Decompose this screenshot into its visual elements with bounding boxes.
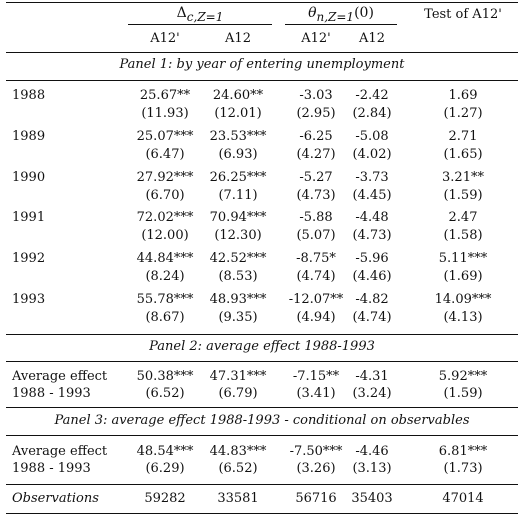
top-rule [6, 2, 518, 3]
observations-cell: 33581 [217, 491, 259, 506]
std-error-cell: (12.00) [141, 228, 189, 243]
std-error-cell: (8.67) [145, 310, 185, 325]
header-theta-symbol: θ [308, 5, 317, 21]
header-delta [128, 5, 272, 25]
std-error-cell: (1.59) [443, 188, 483, 203]
panel3-label: Average effect [12, 444, 108, 459]
std-error-cell: (12.30) [214, 228, 262, 243]
estimate-cell: 27.92*** [136, 170, 194, 185]
panel2-label-years: 1988 - 1993 [12, 386, 91, 401]
std-error-cell: (7.11) [218, 188, 258, 203]
std-error-cell: (1.59) [443, 386, 483, 401]
estimate-cell: 25.07*** [136, 129, 194, 144]
estimate-cell: -7.50*** [289, 444, 343, 459]
estimate-cell: -6.25 [299, 129, 333, 144]
panel1-end-rule [6, 334, 518, 335]
estimate-cell: -3.73 [355, 170, 389, 185]
estimate-cell: 42.52*** [209, 251, 267, 266]
panel2-end-rule [6, 407, 518, 408]
estimate-cell: 44.83*** [209, 444, 267, 459]
estimate-cell: -4.31 [355, 369, 389, 384]
std-error-cell: (4.73) [296, 188, 336, 203]
std-error-cell: (4.45) [352, 188, 392, 203]
estimate-cell: -7.15** [292, 369, 340, 384]
panel1-title: Panel 1: by year of entering unemployment [119, 57, 405, 72]
std-error-cell: (1.69) [443, 269, 483, 284]
subheader-a12-1: A12 [225, 31, 251, 46]
estimate-cell: -3.03 [299, 88, 333, 103]
std-error-cell: (4.73) [352, 228, 392, 243]
header-delta-rule [128, 24, 272, 25]
std-error-cell: (12.01) [214, 106, 262, 121]
header-theta-rule [285, 24, 397, 25]
estimate-cell: 50.38*** [136, 369, 194, 384]
std-error-cell: (4.02) [352, 147, 392, 162]
std-error-cell: (1.65) [443, 147, 483, 162]
header-delta-subscript: c,Z=1 [186, 9, 224, 24]
std-error-cell: (6.52) [218, 461, 258, 476]
std-error-cell: (3.41) [296, 386, 336, 401]
estimate-cell: 48.93*** [209, 292, 267, 307]
bottom-rule [6, 513, 518, 514]
std-error-cell: (6.70) [145, 188, 185, 203]
std-error-cell: (1.58) [443, 228, 483, 243]
estimate-cell: 2.71 [448, 129, 478, 144]
estimate-cell: 72.02*** [136, 210, 194, 225]
estimate-cell: 3.21** [442, 170, 484, 185]
std-error-cell: (4.46) [352, 269, 392, 284]
estimate-cell: 44.84*** [136, 251, 194, 266]
estimate-cell: -5.88 [299, 210, 333, 225]
estimate-cell: -5.08 [355, 129, 389, 144]
estimate-cell: -2.42 [355, 88, 389, 103]
std-error-cell: (4.27) [296, 147, 336, 162]
estimate-cell: 70.94*** [209, 210, 267, 225]
std-error-cell: (9.35) [218, 310, 258, 325]
panel3-title: Panel 3: average effect 1988-1993 - conditional on observables [54, 413, 470, 428]
estimate-cell: 25.67** [139, 88, 191, 103]
header-theta [285, 5, 397, 25]
estimate-cell: -5.27 [299, 170, 333, 185]
observations-label: Observations [12, 491, 99, 506]
observations-cell: 56716 [295, 491, 337, 506]
std-error-cell: (1.27) [443, 106, 483, 121]
row-label: 1993 [12, 292, 46, 307]
std-error-cell: (11.93) [141, 106, 189, 121]
std-error-cell: (2.95) [296, 106, 336, 121]
estimate-cell: -12.07** [288, 292, 344, 307]
std-error-cell: (6.47) [145, 147, 185, 162]
estimate-cell: 47.31*** [209, 369, 267, 384]
std-error-cell: (3.26) [296, 461, 336, 476]
estimate-cell: 5.92*** [438, 369, 488, 384]
estimate-cell: 6.81*** [438, 444, 488, 459]
estimate-cell: 23.53*** [209, 129, 267, 144]
observations-cell: 47014 [442, 491, 484, 506]
panel3-end-rule [6, 484, 518, 485]
std-error-cell: (4.74) [296, 269, 336, 284]
panel3-label-years: 1988 - 1993 [12, 461, 91, 476]
estimate-cell: -4.46 [355, 444, 389, 459]
std-error-cell: (1.73) [443, 461, 483, 476]
row-label: 1988 [12, 88, 46, 103]
row-label: 1992 [12, 251, 46, 266]
std-error-cell: (4.94) [296, 310, 336, 325]
header-theta-subscript: n,Z=1 [316, 9, 355, 24]
estimate-cell: -8.75* [296, 251, 336, 266]
subheader-a12-2: A12 [359, 31, 385, 46]
estimate-cell: 2.47 [448, 210, 478, 225]
row-label: 1990 [12, 170, 46, 185]
header-delta-symbol: Δ [176, 5, 187, 21]
std-error-cell: (5.07) [296, 228, 336, 243]
estimate-cell: 1.69 [448, 88, 478, 103]
row-label: 1991 [12, 210, 46, 225]
subheader-a12prime-1: A12' [150, 31, 180, 46]
std-error-cell: (6.52) [145, 386, 185, 401]
std-error-cell: (3.13) [352, 461, 392, 476]
std-error-cell: (8.53) [218, 269, 258, 284]
header-theta-arg: (0) [354, 5, 374, 21]
estimate-cell: 48.54*** [136, 444, 194, 459]
estimate-cell: -4.82 [355, 292, 389, 307]
header-test: Test of A12' [424, 7, 502, 22]
estimate-cell: 14.09*** [434, 292, 492, 307]
row-label: 1989 [12, 129, 46, 144]
std-error-cell: (6.93) [218, 147, 258, 162]
std-error-cell: (2.84) [352, 106, 392, 121]
estimate-cell: 5.11*** [438, 251, 488, 266]
panel3-title-rule [6, 435, 518, 436]
observations-cell: 35403 [351, 491, 393, 506]
std-error-cell: (6.29) [145, 461, 185, 476]
observations-cell: 59282 [144, 491, 186, 506]
std-error-cell: (3.24) [352, 386, 392, 401]
estimate-cell: -5.96 [355, 251, 389, 266]
panel2-label: Average effect [12, 369, 108, 384]
estimate-cell: 55.78*** [136, 292, 194, 307]
std-error-cell: (8.24) [145, 269, 185, 284]
estimate-cell: 26.25*** [209, 170, 267, 185]
estimate-cell: -4.48 [355, 210, 389, 225]
std-error-cell: (4.13) [443, 310, 483, 325]
panel2-title: Panel 2: average effect 1988-1993 [149, 339, 375, 354]
std-error-cell: (4.74) [352, 310, 392, 325]
std-error-cell: (6.79) [218, 386, 258, 401]
panel2-title-rule [6, 361, 518, 362]
header-rule [6, 52, 518, 53]
subheader-a12prime-2: A12' [301, 31, 331, 46]
panel1-title-rule [6, 80, 518, 81]
estimate-cell: 24.60** [212, 88, 264, 103]
